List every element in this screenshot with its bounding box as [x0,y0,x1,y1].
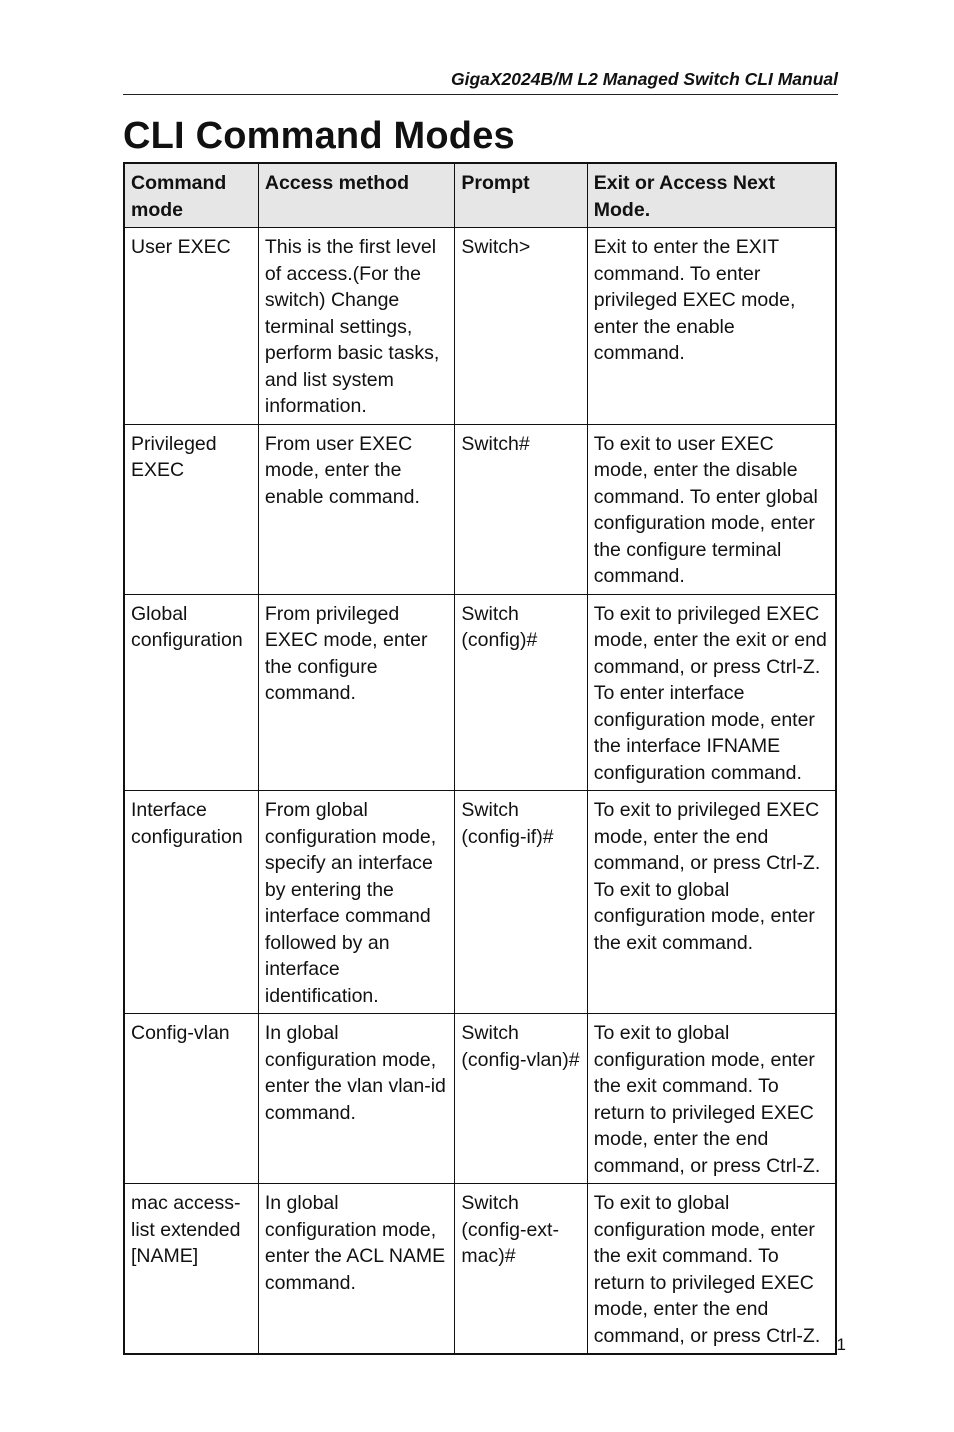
cell-exit: To exit to privileged EXEC mode, enter the exit or end command, or press Ctrl-Z. To enter interface configuration mode, enter the interface IFNAME configuration command. [587,594,836,791]
table-row [124,594,836,791]
table-row [124,791,836,1014]
cell-prompt: Switch (config-vlan)# [455,1014,587,1184]
cell-mode: Privileged EXEC [124,424,258,594]
cell-exit: To exit to user EXEC mode, enter the disable command. To enter global configuration mode, enter the configure terminal command. [587,424,836,594]
cell-prompt: Switch> [455,228,587,425]
cell-access: From privileged EXEC mode, enter the configure command. [258,594,455,791]
cell-access: In global configuration mode, enter the vlan vlan-id command. [258,1014,455,1184]
cell-prompt: Switch# [455,424,587,594]
header-command-mode: Command mode [124,163,258,228]
cell-mode: Global configuration [124,594,258,791]
table-row [124,1184,836,1355]
table-row [124,228,836,425]
cell-access: From user EXEC mode, enter the enable command. [258,424,455,594]
cell-prompt: Switch (config-ext-mac)# [455,1184,587,1355]
cell-mode: mac access-list extended [NAME] [124,1184,258,1355]
table-row [124,424,836,594]
table-row [124,1014,836,1184]
cell-access: This is the first level of access.(For the switch) Change terminal settings, perform basic tasks, and list system information. [258,228,455,425]
header-prompt: Prompt [455,163,587,228]
cell-exit: To exit to global configuration mode, enter the exit command. To return to privileged EXEC mode, enter the end command, or press Ctrl-Z. [587,1184,836,1355]
cell-mode: Config-vlan [124,1014,258,1184]
page-number: 1 [836,1335,846,1354]
header-exit-or-next-mode: Exit or Access Next Mode. [587,163,836,228]
cell-exit: Exit to enter the EXIT command. To enter privileged EXEC mode, enter the enable command. [587,228,836,425]
running-header: GigaX2024B/M L2 Managed Switch CLI Manual [450,69,838,89]
cell-mode: User EXEC [124,228,258,425]
page-title: CLI Command Modes [123,115,515,157]
cell-access: From global configuration mode, specify an interface by entering the interface command followed by an interface identification. [258,791,455,1014]
header-access-method: Access method [258,163,455,228]
header-rule [123,94,838,95]
cell-exit: To exit to global configuration mode, enter the exit command. To return to privileged EXEC mode, enter the end command, or press Ctrl-Z. [587,1014,836,1184]
cell-prompt: Switch (config)# [455,594,587,791]
cell-exit: To exit to privileged EXEC mode, enter the end command, or press Ctrl-Z. To exit to global configuration mode, enter the exit command. [587,791,836,1014]
cell-mode: Interface configuration [124,791,258,1014]
cell-access: In global configuration mode, enter the ACL NAME command. [258,1184,455,1355]
table-header-row [124,163,836,228]
cell-prompt: Switch (config-if)# [455,791,587,1014]
command-modes-table [123,162,837,1355]
